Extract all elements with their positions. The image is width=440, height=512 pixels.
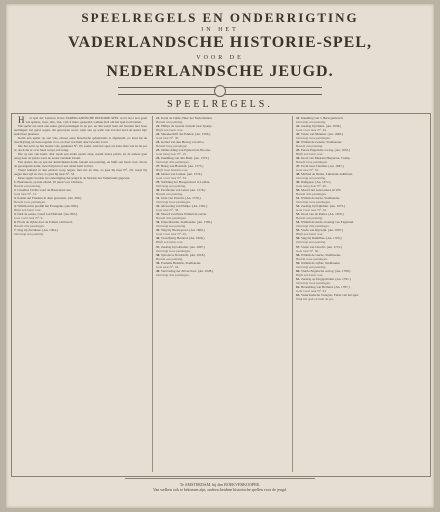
intro-text: et spel der Letteren in het VADERLANDSCHE HISTORIE-SPEL word door een getal van spelers, twee, drie, vier, vijf of meer, gespeeld, welken zich om het spel-bord zetten. bbox=[25, 116, 147, 125]
rule-number: 57. bbox=[296, 244, 301, 249]
intro-paragraph-1 bbox=[14, 116, 147, 124]
rule-text: Synode te Dordrecht. (An. 1618.) bbox=[160, 252, 206, 257]
rule-instruction: Blijft twee beurten over. bbox=[156, 168, 189, 173]
rule-number: 2. bbox=[14, 188, 17, 193]
rule-instruction: Betaalt een penning. bbox=[14, 184, 42, 189]
rule-text: Pacificatie van Gend. (An. 1576.) bbox=[160, 188, 206, 193]
title-line-3: VADERLANDSCHE HISTORIE-SPEL, bbox=[68, 34, 372, 51]
rule-instruction: Betaalt een penning. bbox=[156, 120, 184, 125]
title-line-2: IN HET bbox=[201, 27, 239, 33]
rule-text: Onthoofding van Egmond en Hoorne. bbox=[160, 148, 211, 153]
rule-number: 39. bbox=[156, 260, 161, 265]
rule-instruction: Ontvangt drie penningen. bbox=[156, 160, 190, 165]
title-line-1: SPEELREGELS EN ONDERRIGTING bbox=[81, 10, 359, 25]
rule-text: Slag bij Ramillies. (An. 1706.) bbox=[300, 236, 342, 241]
intro-paragraph: Een speler, die op een der kruisvakken komt, betaalt een penning, en blijft een beurt over; die in de gevangenis komt, moet blijven tot een ander hem verlost. bbox=[14, 160, 147, 169]
rule-number: 58. bbox=[296, 252, 301, 257]
rule-text: Zeeslag bij Gibraltar. (An. 1607.) bbox=[160, 244, 205, 249]
rule-text: Zeeslag bij Duins. (An. 1639.) bbox=[300, 124, 342, 129]
rule-number: 62. bbox=[296, 284, 301, 289]
rule-list-2 bbox=[156, 116, 290, 277]
rule-text: Zeeslag bij Kijkduin. (An. 1673.) bbox=[300, 204, 345, 209]
rule-number: 60. bbox=[296, 268, 301, 273]
rule-instruction: Betaalt een penning. bbox=[296, 144, 324, 149]
title-line-4: VOOR DE bbox=[196, 55, 244, 61]
rule-text: Willem de vijfde, Stadhouder. bbox=[300, 260, 341, 265]
rule-instruction: Gaat naar N°. 30. bbox=[156, 136, 180, 141]
rule-number: 35. bbox=[156, 228, 161, 233]
rule-text: Claudius Civilis voert de Batavieren aan. bbox=[17, 188, 72, 193]
rule-text: Vrede van Rijswijk. (An. 1697.) bbox=[300, 228, 344, 233]
rule-instruction: Betaalt drie penningen. bbox=[156, 216, 187, 221]
rule-number: 34. bbox=[156, 220, 161, 225]
imprint-line-1: Te AMSTERDAM, bij den BOEKVERKOOPER. bbox=[179, 482, 261, 487]
rule-instruction: Gaat voort naar N°. 9. bbox=[14, 216, 44, 221]
rule-instruction: Ontvangt een penning. bbox=[296, 240, 326, 245]
rule-number: 47. bbox=[296, 164, 301, 169]
intro-paragraph: Komt een speler op een vak, alwaar eene historische gebeurtenis is afgebeeld, zo leest hij de beschrijving uit deze regelen voor, en doet wat hem daar bevolen word. bbox=[14, 136, 147, 145]
rule-instruction: Ontvangt twee penningen. bbox=[156, 200, 191, 205]
intro-paragraph: Die op een vak komt, daar reeds een ander speler staat, neemt dezes plaats, en de andere gaat terug naar de plaats waar de eerste vandaan kwam. bbox=[14, 152, 147, 161]
rule-text: Batavieren, op hun eiland, 65 jaren voor Christus. bbox=[17, 180, 84, 185]
rule-number: 25. bbox=[156, 148, 161, 153]
rule-instruction: Gaat voort naar N°. 56. bbox=[296, 208, 327, 213]
rule-text: Verovering der Zilvervloot. (An. 1628.) bbox=[160, 268, 214, 273]
title-line-5: NEDERLANDSCHE JEUGD. bbox=[106, 63, 334, 80]
rule-instruction: Ontvangt drie penningen. bbox=[296, 224, 330, 229]
rule-instruction: Gaat naar N°. 60. bbox=[296, 248, 320, 253]
rule-instruction: Blijft een beurt over. bbox=[156, 240, 184, 245]
rule-instruction: Betaalt drie penningen. bbox=[296, 192, 327, 197]
rule-text: Karel de vijfde, Heer der Nederlanden. bbox=[160, 116, 213, 120]
rule-instruction: Betaalt een penning. bbox=[296, 216, 324, 221]
rule-instruction: Gaat voort naar N°. 46. bbox=[296, 128, 327, 133]
rule-instruction: Blijft een beurt over. bbox=[156, 128, 184, 133]
rule-number: 27. bbox=[156, 164, 161, 169]
rule-instruction: Ontvangt twee penningen. bbox=[296, 136, 331, 141]
rule-list-3 bbox=[296, 116, 430, 301]
rule-text: Willem de tweede, Stadhouder. bbox=[300, 140, 343, 145]
column-3 bbox=[292, 116, 430, 472]
intro-paragraph: Werpt iemand in den eersten worp negen, met zes en drie, zo gaat hij naar N°. 26; werpt hij negen met vijf en vier, zo gaat hij naar N°. 53. bbox=[14, 168, 147, 177]
rule-number: 33. bbox=[156, 212, 161, 217]
rule-text: Inneming van 's Hertogenbosch. bbox=[300, 116, 344, 120]
rule-number: 31. bbox=[156, 196, 161, 201]
rule-text: Dood van de Ruiter. (An. 1676.) bbox=[300, 212, 344, 217]
imprint-divider bbox=[125, 478, 315, 479]
rule-number: 41. bbox=[296, 116, 301, 120]
rule-number: 32. bbox=[156, 204, 161, 209]
rule-number: 37. bbox=[156, 244, 161, 249]
rule-number: 52. bbox=[296, 204, 301, 209]
rule-number: 45. bbox=[296, 148, 301, 153]
rule-number: 22. bbox=[156, 124, 161, 129]
rule-number: 6. bbox=[14, 220, 17, 225]
rule-text: Slag bij Nieuwpoort. (An. 1600.) bbox=[160, 228, 205, 233]
rule-text: Twaalfjarig Bestand. (An. 1609.) bbox=[160, 236, 205, 241]
rule-number: 48. bbox=[296, 172, 301, 177]
rule-number: 44. bbox=[296, 140, 301, 145]
rule-text: Vierde Engelsche oorlog. (An. 1780.) bbox=[300, 268, 351, 273]
rule-number: 24. bbox=[156, 140, 161, 145]
rule-text: Willibrordus predikt het Evangelie. (An. 690.) bbox=[17, 204, 79, 209]
rule-text: Willem de derde, Koning van Engeland. bbox=[300, 220, 354, 225]
rule-instruction: Gaat voort naar N°. 34. bbox=[156, 176, 187, 181]
rule-instruction: Wint het spel en trekt de pot. bbox=[296, 296, 335, 301]
drop-capital: H bbox=[18, 116, 25, 125]
rule-instruction: Gaat naar N°. 52. bbox=[296, 168, 320, 173]
rule-text: Herstelling van Holland. (An. 1787.) bbox=[300, 284, 350, 289]
rule-number: 5. bbox=[14, 212, 17, 217]
rule-text: Komst der Franken in deze gewesten. (An. 300.) bbox=[17, 196, 82, 201]
rule-number: 23. bbox=[156, 132, 161, 137]
rule-instruction: Ontvangt een penning. bbox=[296, 264, 326, 269]
rule-instruction: Gaat naar N°. 44. bbox=[156, 264, 180, 269]
rule-instruction: Betaalt een penning. bbox=[156, 192, 184, 197]
rule-number: 3. bbox=[14, 196, 17, 201]
rule-instruction: Betaalt drie penningen. bbox=[14, 224, 45, 229]
rule-instruction: Gaat terug naar N°. 19. bbox=[156, 152, 187, 157]
rule-instruction: Ontvangt twee penningen. bbox=[296, 280, 331, 285]
rule-text: Vaderlandsche Vreugde. Einde van het spel. bbox=[300, 292, 359, 297]
rule-text: Inneming van den Briel. (An. 1572.) bbox=[160, 156, 210, 161]
section-subtitle: SPEELREGELS. bbox=[167, 99, 273, 110]
rule-text: Stichting der Hoogeschool te Leiden. bbox=[160, 180, 211, 185]
column-1 bbox=[14, 116, 147, 472]
rule-text: Beleg van Haarlem. (An. 1573.) bbox=[160, 164, 204, 169]
rule-number: 63. bbox=[296, 292, 301, 297]
rule-instruction: Gaat naar N°. 38. bbox=[156, 208, 180, 213]
rule-text: Zeeslag op Doggersbank. (An. 1781.) bbox=[300, 276, 351, 281]
rule-number: 30. bbox=[156, 188, 161, 193]
rule-number: 4. bbox=[14, 204, 17, 209]
rule-text: Moord der Gebroeders de Wit. bbox=[300, 188, 342, 193]
rule-text: Frederik Hendrik, Stadhouder. bbox=[160, 260, 202, 265]
rule-text: Unie van Utrecht. (An. 1579.) bbox=[160, 196, 201, 201]
rule-instruction: Gaat terug naar N°. 40. bbox=[296, 184, 327, 189]
rule-instruction: Blijft een beurt over. bbox=[296, 272, 324, 277]
rule-instruction: Gaat voort naar N°. 40. bbox=[156, 232, 187, 237]
rule-text: Dirk de eerste, Graaf van Holland. (An. 863.) bbox=[17, 212, 78, 217]
rule-instruction: Ontvangt een penning. bbox=[296, 176, 326, 181]
rule-text: Floris de vijfde door de Edelen vermoord. bbox=[17, 220, 73, 225]
column-2 bbox=[152, 116, 290, 472]
imprint-line-2: Van welken ook te bekomen zijn, onderscheidene historische spellen voor de jeugd. bbox=[153, 487, 287, 492]
rule-number: 26. bbox=[156, 156, 161, 161]
rule-list-1 bbox=[14, 180, 147, 236]
rule-text: Smeekschrift der Edelen. (An. 1566.) bbox=[160, 132, 211, 137]
rule-text: Slag bij Zierikzee. (An. 1304.) bbox=[17, 228, 58, 233]
rule-instruction: Betaalt twee penningen. bbox=[296, 160, 328, 165]
rule-number: 1. bbox=[14, 180, 17, 185]
intro-paragraph: Die het eerst op het laatste vak, getekend N°. 63, komt, wint het spel, en trekt alles wat in de pot is; doch die er over heen werpt, telt terug. bbox=[14, 144, 147, 153]
rule-instruction: Betaalt twee penningen. bbox=[156, 144, 188, 149]
rule-text: Dood van Maarten Harpertsz. Tromp. bbox=[300, 156, 351, 161]
rule-number: 21. bbox=[156, 116, 161, 120]
rule-instruction: Ontvangt twee penningen. bbox=[296, 200, 331, 205]
rule-text: Afzwering van Philips. (An. 1581.) bbox=[160, 204, 208, 209]
rule-number: 61. bbox=[296, 276, 301, 281]
rule-number: 50. bbox=[296, 188, 301, 193]
rule-text: Michiel de Ruiter, Luitenant-Admiraal. bbox=[300, 172, 353, 177]
intro-paragraph: Elk speler zet eerst een zeker getal penningen in de pot, en dan werpt men om beurten met twee teerlingen; het getal oogen, dat geworpen word, wijst aan op welk vak van het bord de speler zijn stuk moet plaatsen. bbox=[14, 124, 147, 137]
rule-number: 36. bbox=[156, 236, 161, 241]
rule-instruction: Ontvangt twee penningen. bbox=[156, 248, 191, 253]
rule-text: Tocht naar Chattam. (An. 1667.) bbox=[300, 164, 344, 169]
rule-instruction: Betaalt twee penningen. bbox=[296, 256, 328, 261]
rule-number: 51. bbox=[296, 196, 301, 201]
rule-text: Moord van Prins Willem de eerste. bbox=[160, 212, 207, 217]
rule-number: 40. bbox=[156, 268, 161, 273]
rule-number: 43. bbox=[296, 132, 301, 137]
rule-instruction: Blijft een beurt over. bbox=[296, 152, 324, 157]
rule-instruction: Ontvangt een penning. bbox=[296, 120, 326, 125]
rule-instruction: Gaat voort naar N°. 63. bbox=[296, 288, 327, 293]
rule-text: Ontzet van Leiden. (An. 1574.) bbox=[160, 172, 203, 177]
rule-text: Willem de derde, Stadhouder. bbox=[300, 196, 341, 201]
rule-number: 42. bbox=[296, 124, 301, 129]
rule-text: Prins Maurits, Stadhouder. (An. 1585.) bbox=[160, 220, 213, 225]
rule-number: 28. bbox=[156, 172, 161, 177]
rule-text: Rampjaar. (An. 1672.) bbox=[300, 180, 331, 185]
rule-number: 56. bbox=[296, 236, 301, 241]
rule-instruction: Betaalt een penning. bbox=[156, 256, 184, 261]
rule-text: Vrede van Utrecht. (An. 1713.) bbox=[300, 244, 342, 249]
rule-number: 55. bbox=[296, 228, 301, 233]
rule-text: Vrede van Munster. (An. 1648.) bbox=[300, 132, 343, 137]
rule-text: Eerste Engelsche oorlog. (An. 1652.) bbox=[300, 148, 350, 153]
rule-instruction: Ontvangt een penning. bbox=[156, 224, 186, 229]
rule-number: 53. bbox=[296, 212, 301, 217]
rule-number: 38. bbox=[156, 252, 161, 257]
rule-instruction: Blijft een beurt over. bbox=[296, 232, 324, 237]
imprint bbox=[0, 478, 440, 492]
rule-instruction: Betaalt twee penningen. bbox=[14, 200, 46, 205]
rule-number: 46. bbox=[296, 156, 301, 161]
rule-number: 7. bbox=[14, 228, 17, 233]
rule-instruction: Blijft een beurt over. bbox=[14, 208, 42, 213]
rule-instruction: Ontvangt drie penningen. bbox=[156, 272, 190, 277]
rule-number: 59. bbox=[296, 260, 301, 265]
rule-text: Willem de vierde, Stadhouder. bbox=[300, 252, 341, 257]
ornament-divider bbox=[118, 87, 322, 95]
rule-text: Philips de tweede vertrekt naar Spanje. bbox=[160, 124, 213, 129]
intro-paragraph: Deze regels worden tot onderrigting der jeugd in de historie des Vaderlands gegeven. bbox=[18, 176, 131, 181]
rule-instruction: Ontvangt een penning. bbox=[156, 184, 186, 189]
rule-instruction: Ontvangt een penning. bbox=[14, 232, 44, 237]
rule-number: 54. bbox=[296, 220, 301, 225]
rule-number: 29. bbox=[156, 180, 161, 185]
rule-instruction: Gaat naar N°. 12. bbox=[14, 192, 38, 197]
rule-text: Komst van den Hertog van Alva. bbox=[160, 140, 205, 145]
rule-number: 49. bbox=[296, 180, 301, 185]
